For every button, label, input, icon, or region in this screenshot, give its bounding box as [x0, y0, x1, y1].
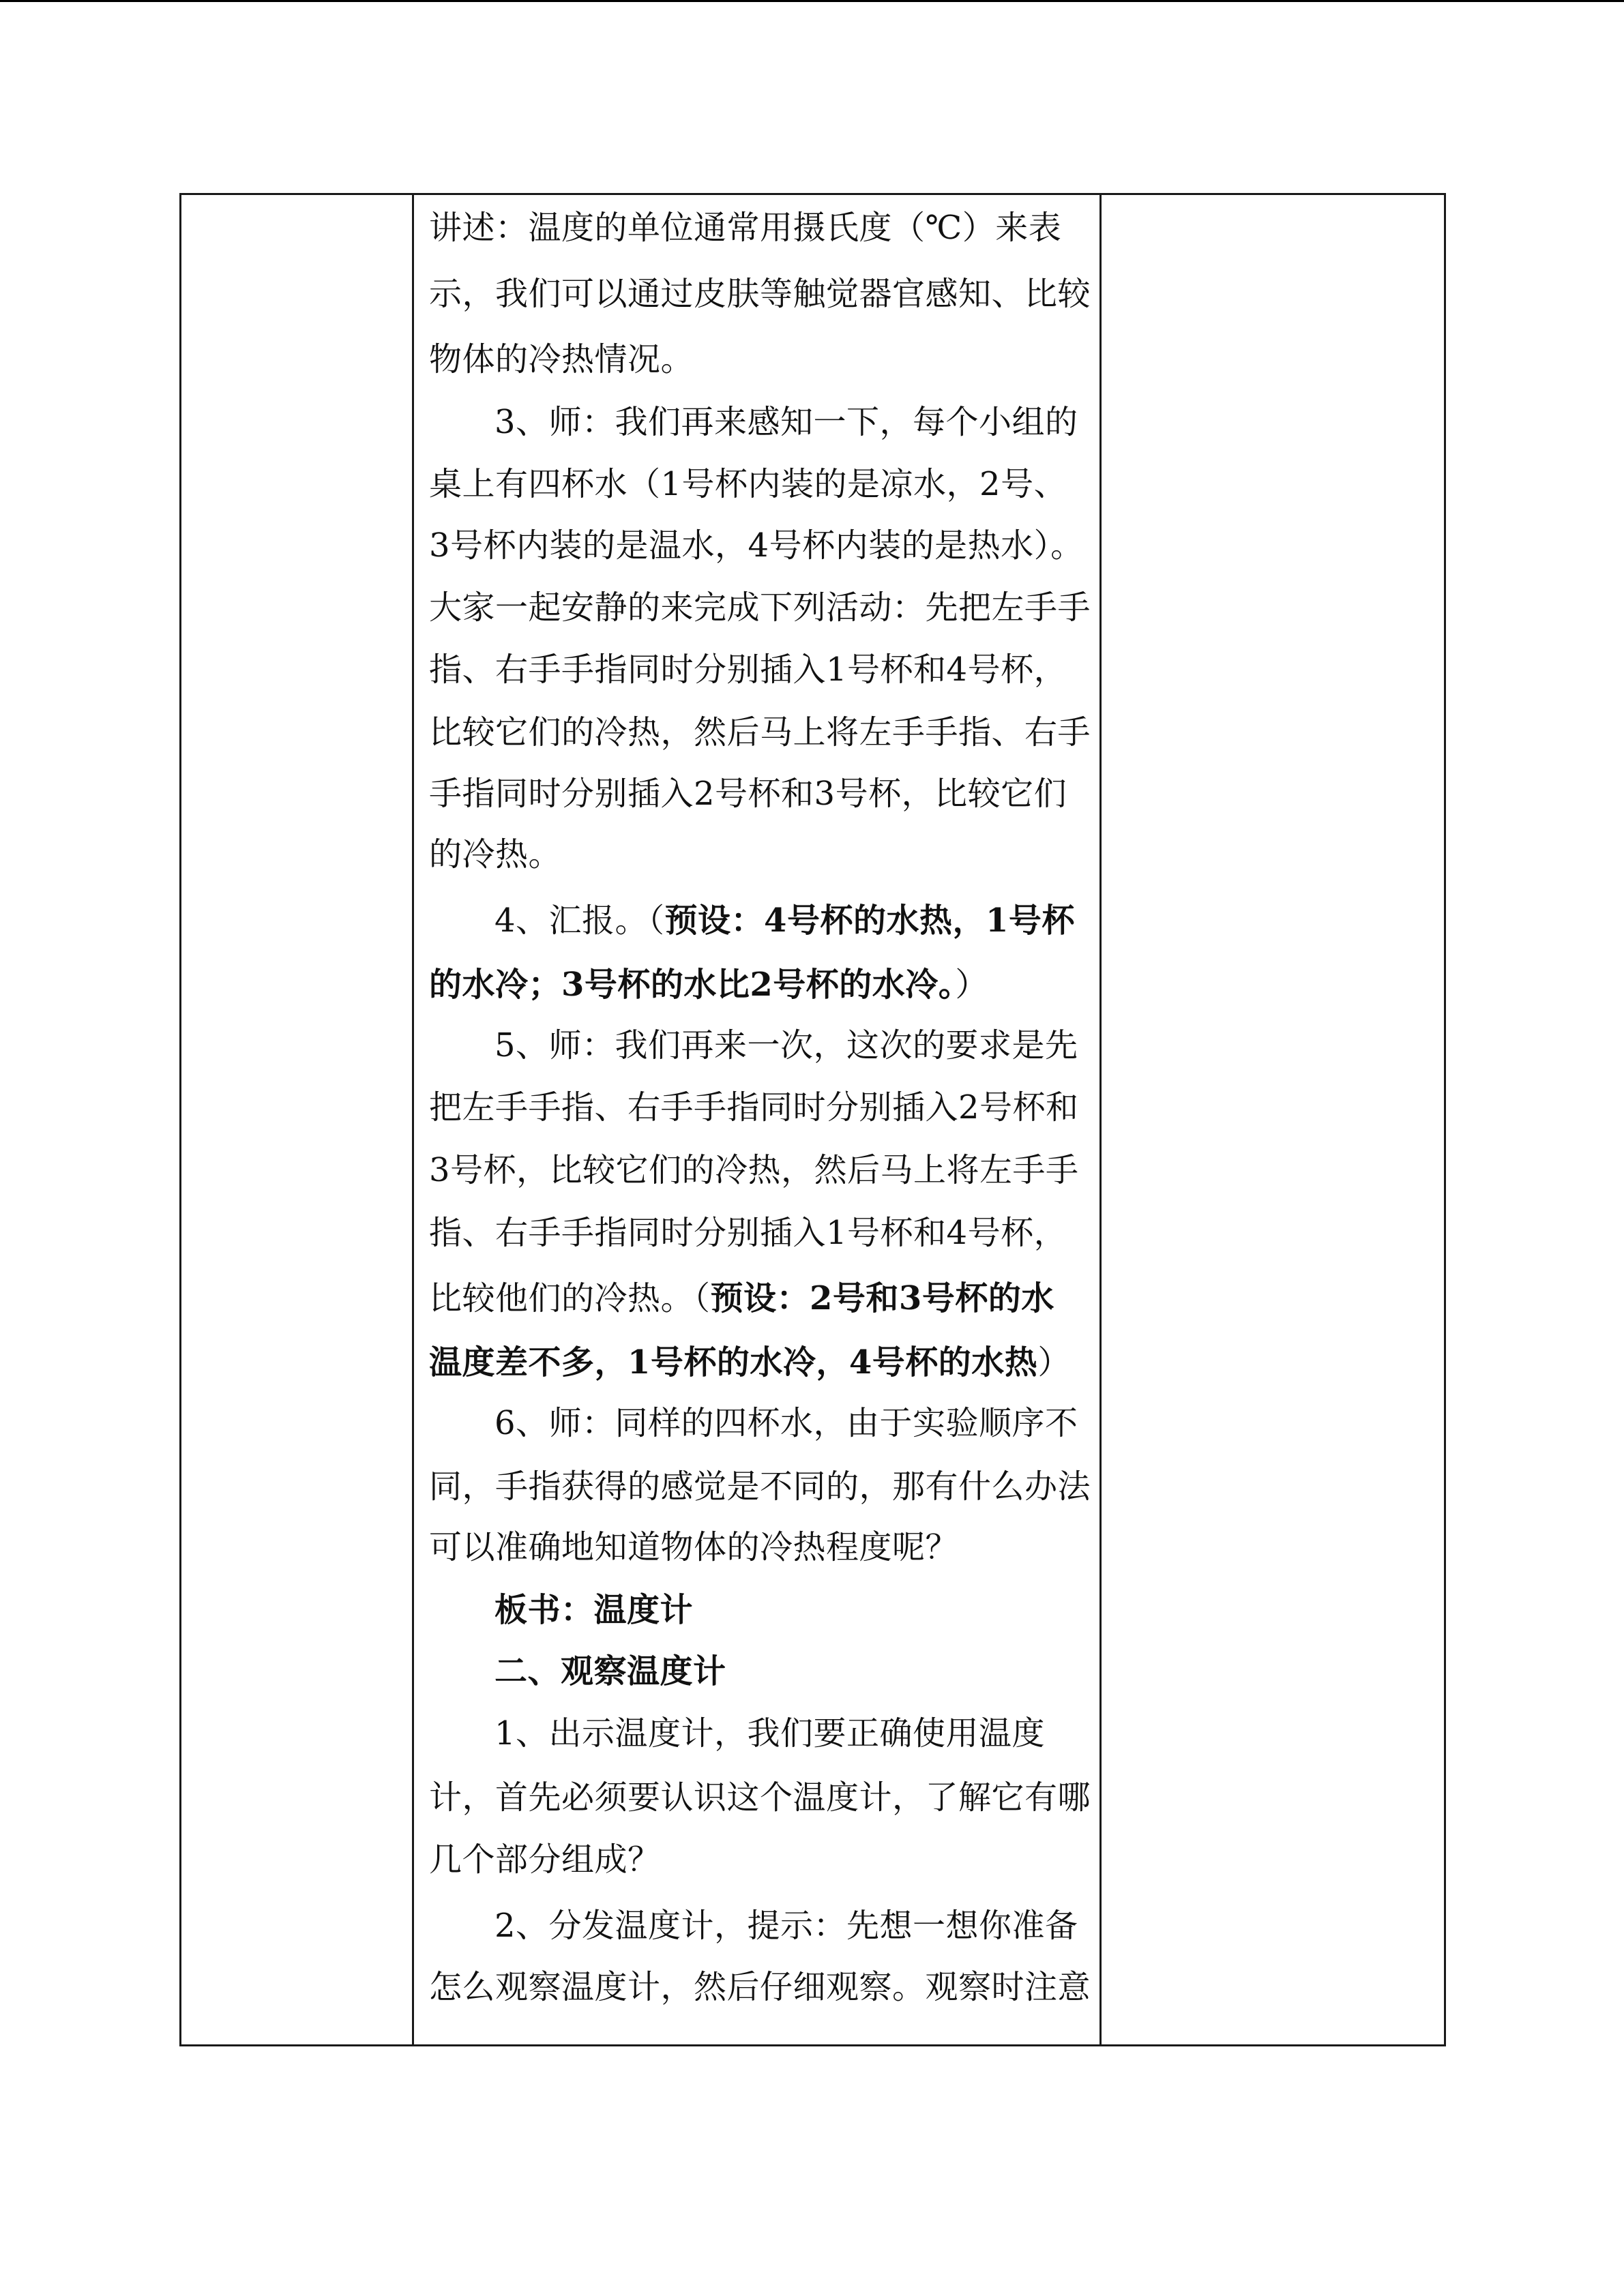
lesson-plan-table	[179, 193, 1446, 2046]
bold-text: 温度差不多，1号杯的水冷，4号杯的水热	[429, 1343, 1038, 1382]
bold-text: 预设：4号杯的水热，1号杯	[664, 901, 1075, 940]
plain-text: 比较他们的冷热。（	[429, 1279, 711, 1317]
plain-text: 4、汇报。（	[494, 901, 665, 940]
paragraph-line: 6、师：同样的四杯水，由于实验顺序不	[494, 1404, 1078, 1442]
bold-text: 预设：2号和3号杯的水	[710, 1279, 1054, 1317]
paragraph-line: 怎么观察温度计，然后仔细观察。观察时注意	[429, 1968, 1091, 2006]
paragraph-line: 指、右手手指同时分别插入1号杯和4号杯，	[429, 651, 1067, 689]
table-right-column	[1099, 195, 1444, 2044]
paragraph-line: 2、分发温度计，提示：先想一想你准备	[494, 1907, 1078, 1945]
paragraph-line	[429, 1343, 1071, 1382]
paragraph-line: 计，首先必须要认识这个温度计，了解它有哪	[429, 1778, 1091, 1817]
board-note: 板书：温度计	[494, 1591, 694, 1629]
paragraph-line: 同，手指获得的感觉是不同的，那有什么办法	[429, 1467, 1091, 1506]
plain-text: ）	[955, 966, 988, 1004]
paragraph-line: 5、师：我们再来一次，这次的要求是先	[494, 1026, 1078, 1064]
paragraph-line: 把左手手指、右手手指同时分别插入2号杯和	[429, 1088, 1079, 1127]
table-main-column	[429, 195, 1111, 2044]
section-heading: 二、观察温度计	[494, 1652, 726, 1690]
paragraph-line: 物体的冷热情况。	[429, 340, 694, 378]
paragraph-line: 几个部分组成？	[429, 1840, 661, 1879]
paragraph-line: 3号杯内装的是温水，4号杯内装的是热水）。	[429, 526, 1084, 565]
paragraph-line: 讲述：温度的单位通常用摄氏度（℃）来表	[429, 209, 1062, 247]
paragraph-line	[429, 1279, 1054, 1317]
paragraph-line: 大家一起安静的来完成下列活动：先把左手手	[429, 588, 1091, 627]
paragraph-line: 手指同时分别插入2号杯和3号杯，比较它们	[429, 775, 1067, 813]
paragraph-line: 示，我们可以通过皮肤等触觉器官感知、比较	[429, 275, 1091, 313]
paragraph-line: 3号杯，比较它们的冷热，然后马上将左手手	[429, 1151, 1079, 1189]
paragraph-line: 指、右手手指同时分别插入1号杯和4号杯，	[429, 1214, 1067, 1252]
paragraph-line	[494, 901, 1075, 940]
paragraph-line: 1、出示温度计，我们要正确使用温度	[494, 1714, 1046, 1753]
plain-text: ）	[1037, 1343, 1071, 1382]
paragraph-line	[429, 966, 988, 1004]
paragraph-line: 比较它们的冷热，然后马上将左手手指、右手	[429, 713, 1091, 751]
paragraph-line: 桌上有四杯水（1号杯内装的是凉水，2号、	[429, 465, 1067, 503]
paragraph-line: 可以准确地知道物体的冷热程度呢？	[429, 1528, 959, 1566]
paragraph-line: 的冷热。	[429, 835, 562, 874]
paragraph-line: 3、师：我们再来感知一下，每个小组的	[494, 403, 1078, 441]
bold-text: 的水冷；3号杯的水比2号杯的水冷。	[429, 966, 956, 1004]
page-top-rule	[0, 0, 1624, 2]
table-left-column	[181, 195, 414, 2044]
